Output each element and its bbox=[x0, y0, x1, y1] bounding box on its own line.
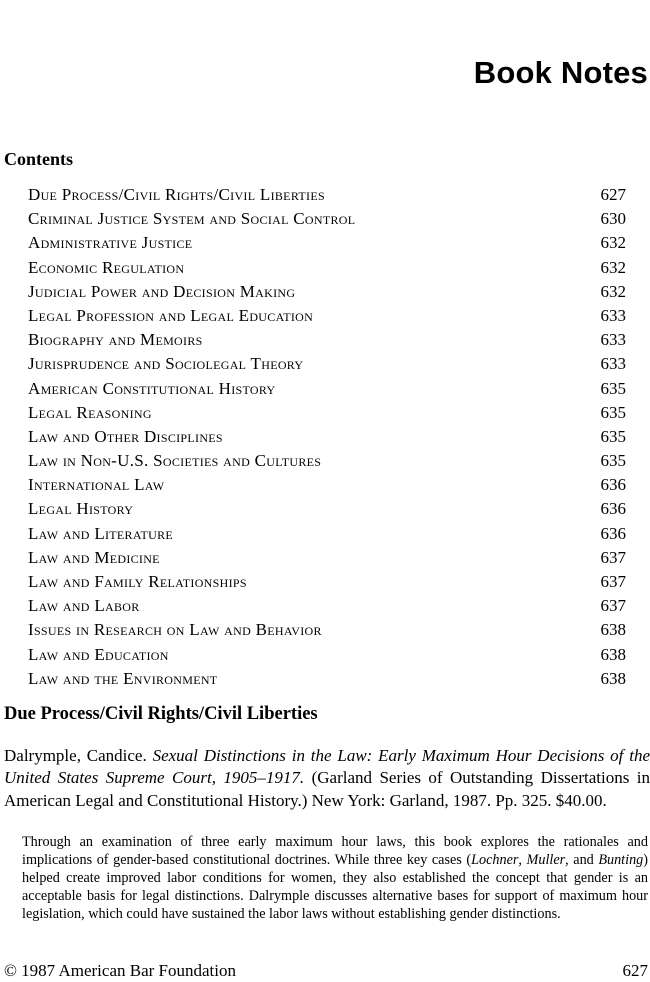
annotation-text-2: ) helped create improved labor conditions for women, they also established the concept that gender is an acceptable basis for legal distinctions. Dalrymple discusses alternative bases for support of maximum hour legislation, which could have sustained the labor laws without establishing gender distinctions. bbox=[22, 852, 648, 923]
toc-entry bbox=[28, 449, 626, 473]
toc-entry-page: 633 bbox=[600, 354, 626, 374]
toc-entry-title: Legal History bbox=[28, 499, 134, 519]
toc-entry-title: International Law bbox=[28, 475, 165, 495]
table-of-contents bbox=[28, 183, 626, 691]
copyright-notice: © 1987 American Bar Foundation bbox=[4, 961, 236, 980]
book-annotation bbox=[22, 833, 648, 923]
toc-entry-page: 630 bbox=[600, 209, 626, 229]
toc-entry-page: 638 bbox=[600, 620, 626, 640]
toc-entry bbox=[28, 643, 626, 667]
toc-entry bbox=[28, 304, 626, 328]
toc-entry-title: American Constitutional History bbox=[28, 378, 276, 398]
toc-entry-title: Biography and Memoirs bbox=[28, 330, 203, 350]
toc-entry-page: 633 bbox=[600, 330, 626, 350]
section-heading: Due Process/Civil Rights/Civil Liberties bbox=[4, 704, 318, 724]
toc-entry-title: Due Process/Civil Rights/Civil Liberties bbox=[28, 185, 325, 204]
toc-entry bbox=[28, 497, 626, 521]
toc-entry-page: 633 bbox=[600, 305, 626, 325]
toc-entry-page: 637 bbox=[600, 596, 626, 616]
toc-entry-title: Legal Profession and Legal Education bbox=[28, 305, 314, 325]
toc-entry-page: 638 bbox=[600, 644, 626, 664]
citation-author: Dalrymple, Candice. bbox=[4, 746, 147, 765]
toc-entry-page: 635 bbox=[600, 451, 626, 471]
toc-entry-title: Law in Non-U.S. Societies and Cultures bbox=[28, 451, 322, 471]
book-citation bbox=[4, 745, 650, 812]
toc-entry bbox=[28, 183, 626, 207]
annotation-separator-1: , bbox=[518, 852, 527, 869]
case-name-muller: Muller bbox=[526, 852, 566, 869]
toc-entry bbox=[28, 618, 626, 642]
toc-entry-title: Economic Regulation bbox=[28, 257, 185, 277]
toc-entry bbox=[28, 401, 626, 425]
page-title: Book Notes bbox=[473, 55, 648, 90]
toc-entry-page: 636 bbox=[600, 475, 626, 495]
toc-entry bbox=[28, 570, 626, 594]
case-name-lochner: Lochner bbox=[471, 852, 519, 869]
contents-heading: Contents bbox=[4, 149, 74, 169]
toc-entry-title: Law and Literature bbox=[28, 523, 174, 543]
toc-entry-page: 632 bbox=[600, 233, 626, 253]
toc-entry-page: 635 bbox=[600, 402, 626, 422]
toc-entry bbox=[28, 207, 626, 231]
toc-entry-title: Judicial Power and Decision Making bbox=[28, 281, 296, 301]
toc-entry bbox=[28, 546, 626, 570]
toc-entry-page: 637 bbox=[600, 572, 626, 591]
toc-entry-title: Law and Medicine bbox=[28, 547, 160, 567]
toc-entry-page: 638 bbox=[600, 668, 626, 688]
toc-entry-title: Law and Family Relationships bbox=[28, 572, 247, 591]
toc-entry-title: Law and Education bbox=[28, 644, 169, 664]
annotation-text-1: Through an examination of three early maximum hour laws, this book explores the rationales and implications of gender-based constitutional doctrines. While three key cases ( bbox=[22, 834, 648, 869]
toc-entry-title: Jurisprudence and Sociolegal Theory bbox=[28, 354, 304, 374]
toc-entry-page: 627 bbox=[600, 185, 626, 204]
toc-entry bbox=[28, 473, 626, 497]
toc-entry bbox=[28, 352, 626, 376]
toc-entry-page: 632 bbox=[600, 257, 626, 277]
toc-entry-page: 636 bbox=[600, 499, 626, 519]
page-footer bbox=[4, 960, 650, 982]
toc-entry bbox=[28, 231, 626, 255]
toc-entry bbox=[28, 377, 626, 401]
toc-entry-page: 632 bbox=[600, 281, 626, 301]
toc-entry-title: Legal Reasoning bbox=[28, 402, 152, 422]
page-number: 627 bbox=[622, 961, 648, 980]
toc-entry-title: Criminal Justice System and Social Control bbox=[28, 209, 356, 229]
toc-entry bbox=[28, 594, 626, 618]
annotation-separator-2: , and bbox=[565, 852, 599, 869]
toc-entry-page: 637 bbox=[600, 547, 626, 567]
toc-entry bbox=[28, 425, 626, 449]
toc-entry-title: Law and Other Disciplines bbox=[28, 426, 223, 446]
toc-entry-title: Law and the Environment bbox=[28, 668, 218, 688]
toc-entry-page: 635 bbox=[600, 378, 626, 398]
toc-entry-title: Administrative Justice bbox=[28, 233, 193, 253]
toc-entry-page: 636 bbox=[600, 523, 626, 543]
toc-entry-title: Law and Labor bbox=[28, 596, 140, 616]
toc-entry bbox=[28, 522, 626, 546]
case-name-bunting: Bunting bbox=[598, 852, 644, 869]
toc-entry bbox=[28, 280, 626, 304]
citation-book-title: Sexual Distinctions in the Law: Early Maximum Hour Decisions of the United States Supreme Court, 1905–1917. bbox=[4, 746, 650, 788]
toc-entry-page: 635 bbox=[600, 426, 626, 446]
toc-entry bbox=[28, 667, 626, 691]
toc-entry bbox=[28, 256, 626, 280]
toc-entry-title: Issues in Research on Law and Behavior bbox=[28, 620, 322, 640]
toc-entry bbox=[28, 328, 626, 352]
citation-details: (Garland Series of Outstanding Dissertations in American Legal and Constitutional History.) New York: Garland, 1987. Pp. 325. $40.00. bbox=[4, 768, 650, 810]
